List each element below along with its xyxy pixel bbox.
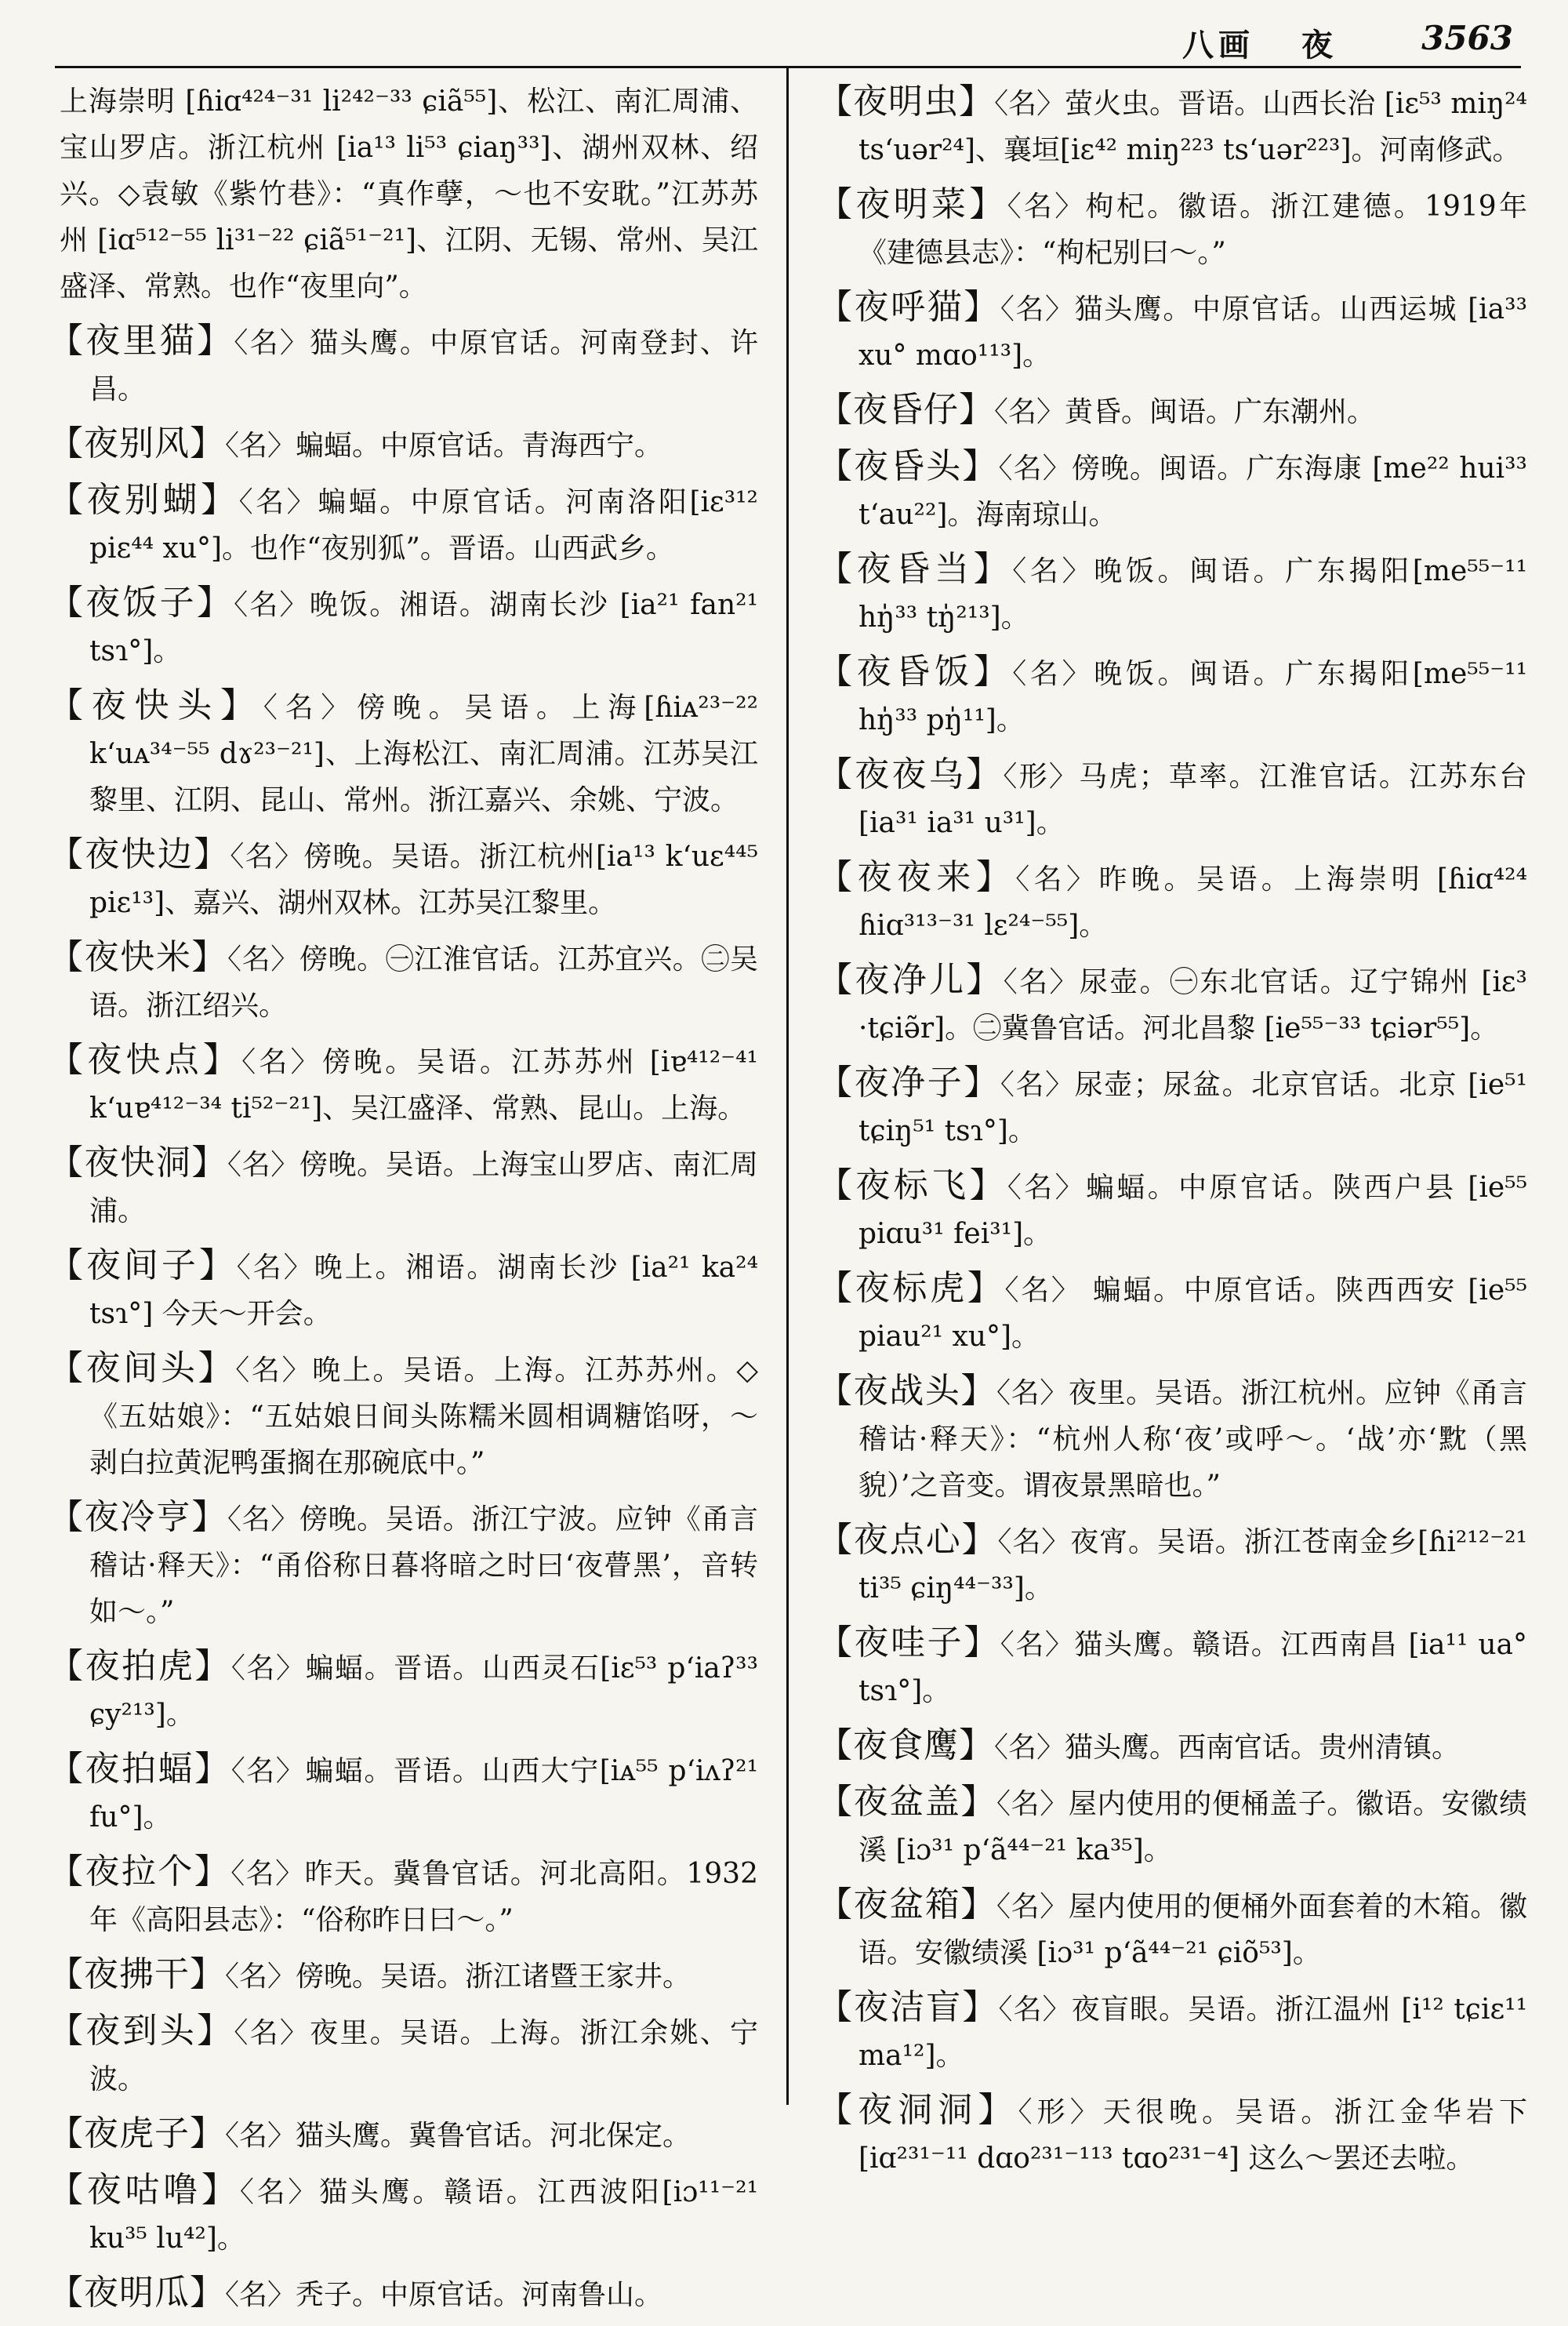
entry-definition: 〈名〉黄昏。闽语。广东潮州。 [994, 396, 1376, 428]
dictionary-entry [818, 1265, 1527, 1360]
page-header [0, 14, 1568, 64]
entry-definition: 〈名〉猫头鹰。赣语。江西波阳[iɔ¹¹⁻²¹ ku³⁵ lu⁴²]。 [89, 2176, 758, 2255]
entry-headword: 【夜饭子】 [49, 583, 234, 623]
entry-definition: 〈名〉夜宵。吴语。浙江苍南金乡[ɦi²¹²⁻²¹ ti³⁵ ɕiŋ⁴⁴⁻³³]。 [858, 1526, 1528, 1605]
dictionary-entry [49, 1242, 758, 1337]
entry-headword: 【夜昏饭】 [818, 652, 1013, 692]
dictionary-entry [818, 1619, 1527, 1714]
entry-headword: 【夜明菜】 [818, 184, 1007, 224]
entry-headword: 【夜净儿】 [818, 960, 1004, 1000]
dictionary-entry [818, 546, 1527, 641]
entry-headword: 【夜夜来】 [818, 857, 1016, 897]
entry-definition: 〈名〉猫头鹰。冀鲁官话。河北保定。 [225, 2120, 691, 2152]
entry-headword: 【夜昏当】 [818, 549, 1013, 589]
dictionary-entry [49, 2167, 758, 2262]
dictionary-entry [818, 284, 1527, 379]
entry-headword: 【夜间头】 [49, 1348, 236, 1388]
dictionary-entry [818, 1517, 1527, 1612]
entry-definition: 〈名〉蝙蝠。晋语。山西灵石[iɛ⁵³ p‘iaʔ³³ ɕy²¹³]。 [89, 1652, 758, 1731]
dictionary-entry [49, 934, 758, 1029]
entry-definition: 〈名〉枸杞。徽语。浙江建德。1919年《建德县志》：“枸杞别曰～。” [858, 191, 1527, 269]
entry-headword: 【夜食鹰】 [818, 1725, 994, 1765]
entry-definition: 〈名〉晚饭。湘语。湖南长沙 [ia²¹ fan²¹ tsɿ°]。 [89, 589, 759, 667]
dictionary-entry [818, 957, 1527, 1052]
entry-definition: 〈名〉傍晚。吴语。江苏苏州 [iɐ⁴¹²⁻⁴¹ k‘uɐ⁴¹²⁻³⁴ ti⁵²⁻²¹]、吴江盛泽、常熟、昆山。上海。 [89, 1046, 758, 1125]
dictionary-entry [818, 443, 1527, 538]
dictionary-entry [49, 2110, 758, 2159]
dictionary-entry [49, 1746, 758, 1841]
entry-definition: 〈名〉晚饭。闽语。广东揭阳[me⁵⁵⁻¹¹ hŋ̍³³ pŋ̍¹¹]。 [858, 658, 1528, 736]
entry-headword: 【夜昏仔】 [818, 390, 994, 430]
dictionary-entry [818, 78, 1527, 173]
entry-definition: 〈形〉马虎；草率。江淮官话。江苏东台 [ia³¹ ia³¹ u³¹]。 [858, 761, 1527, 839]
dictionary-entry [818, 2087, 1527, 2182]
dictionary-entry [49, 318, 758, 413]
dictionary-entry [818, 1722, 1527, 1771]
entry-headword: 【夜冷亨】 [49, 1497, 228, 1537]
entry-definition: 〈名〉屋内使用的便桶外面套着的木箱。徽语。安徽绩溪 [iɔ³¹ p‘ã⁴⁴⁻²¹ ɕiõ⁵³]。 [858, 1891, 1527, 1969]
dictionary-entry [49, 1951, 758, 2000]
entry-headword: 【夜标虎】 [818, 1268, 1005, 1308]
dictionary-entry [49, 1494, 758, 1635]
entry-definition: 〈名〉傍晚。吴语。浙江诸暨王家井。 [225, 1961, 691, 1993]
dictionary-entry [49, 682, 758, 823]
entry-headword: 【夜盆盖】 [818, 1782, 997, 1822]
entry-headword: 【夜明虫】 [818, 82, 995, 122]
dictionary-entry [818, 1779, 1527, 1874]
entry-definition: 〈名〉尿壶；尿盆。北京官话。北京 [ie⁵¹ tɕiŋ⁵¹ tsɿ°]。 [858, 1069, 1528, 1147]
entry-definition: 〈名〉晚饭。闽语。广东揭阳[me⁵⁵⁻¹¹ hŋ̍³³ tŋ̍²¹³]。 [858, 555, 1528, 634]
entry-definition: 〈名〉傍晚。吴语。浙江宁波。应钟《甬言稽诂·释天》：“甬俗称日暮将暗之时曰‘夜瞢黑’，音转如～。” [89, 1503, 758, 1628]
entry-definition: 〈名〉蝙蝠。晋语。山西大宁[iᴀ⁵⁵ p‘iʌʔ²¹ fu°]。 [89, 1755, 759, 1834]
dictionary-entry [818, 751, 1527, 846]
right-column [818, 78, 1527, 2190]
entry-definition: 上海崇明 [ɦiɑ⁴²⁴⁻³¹ li²⁴²⁻³³ ɕiã⁵⁵]、松江、南汇周浦、宝山罗店。浙江杭州 [ia¹³ li⁵³ ɕiaŋ³³]、湖州双林、绍兴。◇袁敏《紫竹巷》：“真作孽，～也不安耽。”江苏苏州 [iɑ⁵¹²⁻⁵⁵ li³¹⁻²² ɕiã⁵¹⁻²¹]、江阴、无锡、常州、吴江盛泽、常熟。也作“夜里向”。 [60, 85, 758, 303]
entry-headword: 【夜快头】 [49, 685, 263, 725]
dictionary-entry [818, 1368, 1527, 1509]
dictionary-entry [818, 854, 1527, 949]
dictionary-entry [49, 2008, 758, 2102]
dictionary-entry [49, 1345, 758, 1486]
dictionary-entry [818, 1059, 1527, 1154]
entry-definition: 〈名〉萤火虫。晋语。山西长治 [iɛ⁵³ miŋ²⁴ ts‘uər²⁴]、襄垣[iɛ⁴² miŋ²²³ ts‘uər²²³]。河南修武。 [858, 88, 1527, 166]
entry-definition: 〈名〉蝙蝠。中原官话。青海西宁。 [225, 430, 663, 462]
entry-definition: 〈名〉傍晚。吴语。上海[ɦiᴀ²³⁻²² k‘uᴀ³⁴⁻⁵⁵ dɤ²³⁻²¹]、上海松江、南汇周浦。江苏吴江黎里、江阴、昆山、常州。浙江嘉兴、余姚、宁波。 [89, 692, 759, 816]
entry-definition: 〈名〉蝙蝠。中原官话。陕西户县 [ie⁵⁵ piɑu³¹ fei³¹]。 [858, 1172, 1528, 1250]
entry-headword: 【夜点心】 [818, 1520, 998, 1560]
entry-headword: 【夜别蝴】 [49, 480, 239, 520]
entry-headword: 【夜净子】 [818, 1063, 1000, 1103]
entry-headword: 【夜昏头】 [818, 446, 999, 486]
entry-headword: 【夜标飞】 [818, 1165, 1007, 1205]
entry-definition: 〈形〉天很晚。吴语。浙江金华岩下 [iɑ²³¹⁻¹¹ dɑo²³¹⁻¹¹³ tɑo²³¹⁻⁴] 这么～罢还去啦。 [858, 2096, 1527, 2175]
entry-headword: 【夜盆箱】 [818, 1884, 997, 1924]
entry-headword: 【夜咕噜】 [49, 2170, 240, 2210]
entry-headword: 【夜快边】 [49, 834, 230, 874]
entry-headword: 【夜哇子】 [818, 1623, 1000, 1663]
entry-definition: 〈名〉傍晚。吴语。上海宝山罗店、南汇周浦。 [89, 1149, 758, 1227]
entry-definition: 〈名〉昨晚。吴语。上海崇明 [ɦiɑ⁴²⁴ ɦiɑ³¹³⁻³¹ lɛ²⁴⁻⁵⁵]。 [858, 863, 1528, 942]
dictionary-entry [818, 1162, 1527, 1257]
dictionary-entry [49, 831, 758, 926]
entry-definition: 〈名〉尿壶。㊀东北官话。辽宁锦州 [iɛ³ ·tɕiə̃r]。㊁冀鲁官话。河北昌黎 [ie⁵⁵⁻³³ tɕiər⁵⁵]。 [858, 966, 1527, 1045]
entry-definition: 〈名〉秃子。中原官话。河南鲁山。 [225, 2279, 663, 2311]
entry-definition: 〈名〉晚上。湘语。湖南长沙 [ia²¹ ka²⁴ tsɿ°] 今天～开会。 [89, 1252, 759, 1330]
dictionary-entry [818, 181, 1527, 276]
entry-headword: 【夜拍蝠】 [49, 1749, 231, 1789]
left-column [49, 78, 758, 2326]
entry-headword: 【夜拉个】 [49, 1852, 231, 1892]
entry-definition: 〈名〉昨天。冀鲁官话。河北高阳。1932年《高阳县志》：“俗称昨日曰～。” [89, 1858, 758, 1936]
dictionary-entry [818, 387, 1527, 435]
entry-definition: 〈名〉蝙蝠。中原官话。河南洛阳[iɛ³¹² piɛ⁴⁴ xu°]。也作“夜别狐”。晋语。山西武乡。 [89, 486, 758, 565]
dictionary-entry [818, 1881, 1527, 1976]
dictionary-entry [49, 1037, 758, 1132]
section-label: 八画 [1182, 27, 1254, 64]
page-number: 3563 [1421, 19, 1513, 57]
dictionary-entry [818, 1984, 1527, 2079]
entry-definition: 〈名〉夜里。吴语。上海。浙江余姚、宁波。 [89, 2017, 758, 2095]
entry-headword: 【夜别风】 [49, 423, 225, 463]
dictionary-entry [49, 580, 758, 674]
entry-definition: 〈名〉夜盲眼。吴语。浙江温州 [i¹² tɕiɛ¹¹ ma¹²]。 [858, 1993, 1527, 2072]
entry-definition: 〈名〉猫头鹰。中原官话。河南登封、许昌。 [89, 327, 758, 405]
entry-headword: 【夜夜乌】 [818, 754, 1004, 794]
entry-headword: 【夜快洞】 [49, 1143, 228, 1183]
dictionary-entry [49, 477, 758, 572]
entry-headword: 【夜快米】 [49, 937, 228, 977]
dictionary-entry [49, 1643, 758, 1738]
entry-definition: 〈名〉傍晚。㊀江淮官话。江苏宜兴。㊁吴语。浙江绍兴。 [89, 943, 758, 1022]
entry-headword: 【夜间子】 [49, 1245, 237, 1285]
dictionary-entry [818, 649, 1527, 743]
entry-definition: 〈名〉傍晚。闽语。广东海康 [me²² hui³³ t‘au²²]。海南琼山。 [858, 452, 1527, 531]
entry-headword: 【夜洞洞】 [818, 2090, 1018, 2130]
entry-continuation [49, 78, 758, 310]
entry-headword: 【夜明瓜】 [49, 2273, 225, 2313]
entry-headword: 【夜里猫】 [49, 321, 234, 361]
dictionary-entry [49, 420, 758, 469]
entry-headword: 【夜呼猫】 [818, 287, 1000, 327]
dictionary-entry [49, 2270, 758, 2318]
entry-headword: 【夜快点】 [49, 1040, 242, 1080]
section-character: 夜 [1301, 27, 1333, 64]
dictionary-entry [49, 1848, 758, 1943]
entry-headword: 【夜拂干】 [49, 1954, 225, 1994]
dictionary-entry [49, 1139, 758, 1234]
entry-headword: 【夜到头】 [49, 2011, 234, 2051]
entry-definition: 〈名〉猫头鹰。中原官话。山西运城 [ia³³ xu° mɑo¹¹³]。 [858, 293, 1527, 372]
column-divider [786, 66, 789, 2105]
entry-headword: 【夜战头】 [818, 1371, 997, 1411]
entry-definition: 〈名〉猫头鹰。西南官话。贵州清镇。 [994, 1732, 1461, 1764]
entry-headword: 【夜洁盲】 [818, 1987, 999, 2027]
entry-definition: 〈名〉屋内使用的便桶盖子。徽语。安徽绩溪 [iɔ³¹ p‘ã⁴⁴⁻²¹ ka³⁵]。 [858, 1788, 1527, 1866]
entry-definition: 〈名〉晚上。吴语。上海。江苏苏州。◇《五姑娘》：“五姑娘日间头陈糯米圆相调糖馅呀，～剥白拉黄泥鸭蛋搁在那碗底中。” [89, 1354, 759, 1479]
entry-definition: 〈名〉猫头鹰。赣语。江西南昌 [ia¹¹ ua° tsɿ°]。 [858, 1629, 1528, 1707]
entry-headword: 【夜虎子】 [49, 2113, 225, 2153]
entry-definition: 〈名〉夜里。吴语。浙江杭州。应钟《甬言稽诂·释天》：“杭州人称‘夜’或呼～。‘战’亦‘黕（黑貌）’之音变。谓夜景黑暗也。” [858, 1377, 1527, 1502]
entry-headword: 【夜拍虎】 [49, 1646, 231, 1686]
entry-definition: 〈名〉傍晚。吴语。浙江杭州[ia¹³ k‘uɛ⁴⁴⁵ piɛ¹³]、嘉兴、湖州双林。江苏吴江黎里。 [89, 841, 758, 919]
entry-definition: 〈名〉 蝙蝠。中原官话。陕西西安 [ie⁵⁵ piau²¹ xu°]。 [858, 1274, 1527, 1353]
